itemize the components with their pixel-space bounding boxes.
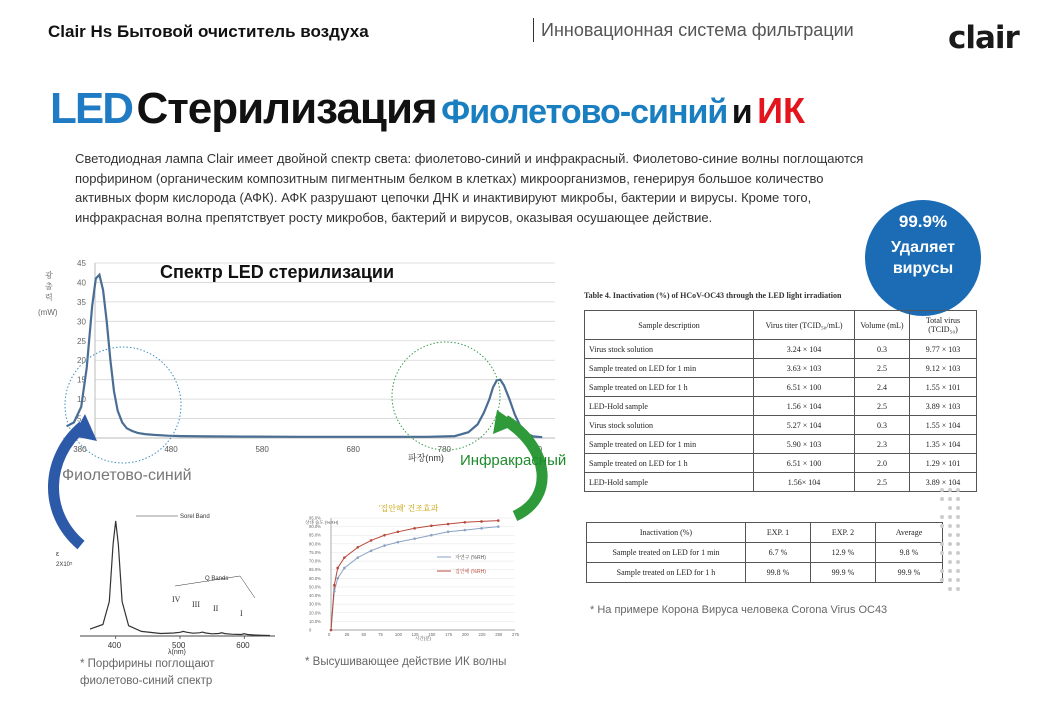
spectrum-ytick: 35 [77,297,86,307]
violet-label: Фиолетово-синий [62,467,192,484]
table1-cell: 1.55 × 104 [910,416,977,435]
decor-dot [956,524,960,528]
decor-dot [940,569,944,573]
spectrum-ytick: 10 [77,395,86,405]
badge-line2: вирусы [892,260,954,277]
inactivation-table [584,310,977,492]
table1-cell: 5.27 × 104 [754,416,855,435]
drying-ytick: 65.0% [309,567,321,573]
drying-point [413,537,416,540]
table2-row [587,563,943,583]
drying-point [480,520,483,523]
decor-dot [948,533,952,537]
decor-dot [940,542,944,546]
porph-band-IV: IV [172,595,181,604]
porph-qbands-label: Q Bands [205,576,229,582]
spectrum-xlabel: 파장(nm) [408,453,444,463]
spectrum-ylabel-1: 광 [45,271,53,280]
badge-line1: Удаляет [890,239,956,256]
spectrum-ytick: 45 [77,259,86,268]
decor-dot [940,488,944,492]
porph-xtick: 500 [172,641,186,650]
title-sterilization: Стерилизация [136,84,437,133]
table2-cell: 99.8 % [746,563,811,583]
table1-caption: Table 4. Inactivation (%) of HCoV-OC43 through the LED light irradiation [584,291,842,300]
drying-xtick: 25 [344,632,350,637]
table1-header-cell: Volume (mL) [855,311,910,340]
spectrum-chart [35,258,575,528]
decor-dot [956,551,960,555]
inactivation-summary-table [586,522,943,583]
drying-point [356,556,359,559]
drying-point [464,529,467,532]
drying-point [397,541,400,544]
table1-cell: 3.24 × 104 [754,340,855,359]
table1-cell: 2.0 [855,454,910,473]
table1-row [585,416,977,435]
table1-row [585,359,977,378]
drying-point [430,524,433,527]
drying-point [333,590,336,593]
table1-row [585,473,977,492]
table2-cell: 6.7 % [746,543,811,563]
table2-cell: Sample treated on LED for 1 h [587,563,746,583]
drying-point [330,629,333,632]
table1-cell: 2.5 [855,397,910,416]
header-subtitle: Инновационная система фильтрации [541,20,854,40]
drying-effect-chart [305,500,525,642]
drying-ytick: 20.0% [309,610,321,616]
table1-cell: 1.35 × 104 [910,435,977,454]
table1-cell: Virus stock solution [585,340,754,359]
decor-dot [940,551,944,555]
drying-point [397,530,400,533]
porphyrin-note-line1: * Порфирины поглощают [80,658,215,670]
table2-header-row [587,523,943,543]
drying-ytick: 90.0% [309,524,321,530]
table1-cell: Sample treated on LED for 1 h [585,378,754,397]
decor-dot [940,578,944,582]
drying-xtick: 225 [478,632,486,637]
drying-point [336,577,339,580]
table1-cell: 9.77 × 103 [910,340,977,359]
table2-header-cell: EXP. 1 [746,523,811,543]
decor-dot [948,569,952,573]
drying-xtick: 50 [361,632,367,637]
decor-dot [956,569,960,573]
decor-dot [956,533,960,537]
dot-pattern [940,488,970,598]
table2-cell: 9.8 % [876,543,943,563]
badge-percent: 99.9% [898,212,948,231]
title-and: и [731,93,753,131]
table1-cell: 2.5 [855,473,910,492]
table1-row [585,397,977,416]
decor-dot [940,497,944,501]
spectrum-ylabel-3: 력 [45,293,53,302]
table1-cell: 6.51 × 100 [754,378,855,397]
decor-dot [948,542,952,546]
drying-point [370,539,373,542]
header-separator [533,18,534,42]
table2-cell: 99.9 % [876,563,943,583]
drying-xlabel: 시간(분) [415,636,432,641]
drying-point [370,549,373,552]
drying-point [356,546,359,549]
porphyrin-note-line2: фиолетово-синий спектр [80,675,213,687]
table1-cell: LED-Hold sample [585,397,754,416]
decor-dot [956,542,960,546]
drying-point [343,567,346,570]
table1-row [585,435,977,454]
drying-ylabel: 상대 습도 (%RH) [305,520,339,525]
drying-ytick: 40.0% [309,593,321,599]
table2-row [587,543,943,563]
decor-dot [956,587,960,591]
porph-curve [90,521,270,636]
title-ik: ИК [757,90,805,131]
decor-dot [956,578,960,582]
porph-ytick: 2X10⁵ [56,562,73,568]
table1-cell: LED-Hold sample [585,473,754,492]
spectrum-ytick: 20 [77,356,86,366]
table1-row [585,454,977,473]
table1-cell: 2.4 [855,378,910,397]
drying-ytick: 80.0% [309,541,321,547]
porphyrin-note [80,656,215,690]
drying-point [480,527,483,530]
spectrum-title: Спектр LED стерилизации [160,262,395,282]
decor-dot [948,560,952,564]
porph-xtick: 400 [107,641,122,650]
drying-point [383,534,386,537]
drying-ytick: 95.0% [309,515,321,521]
drying-point [343,556,346,559]
decor-dot [940,524,944,528]
drying-ytick: 30.0% [309,601,321,607]
spectrum-yunit: (mW) [38,308,58,317]
decor-dot [956,488,960,492]
title-violet: Фиолетово-синий [441,93,728,131]
table2-cell: 99.9 % [811,563,876,583]
drying-xtick: 100 [394,632,402,637]
decor-dot [956,497,960,501]
table1-cell: Sample treated on LED for 1 h [585,454,754,473]
table2-cell: Sample treated on LED for 1 min [587,543,746,563]
drying-point [497,525,500,528]
table1-cell: 1.55 × 101 [910,378,977,397]
drying-title: '집안해' 건조효과 [379,504,439,513]
drying-xtick: 75 [378,632,383,637]
table1-cell: 0.3 [855,340,910,359]
spectrum-xtick: 680 [346,445,360,454]
drying-ytick: 60.0% [309,575,321,581]
spectrum-curve [67,275,543,438]
porph-xtick: 600 [236,641,250,650]
table1-cell: 9.12 × 103 [910,359,977,378]
porph-sorel-label: Sorel Band [180,514,210,520]
table1-cell: 5.90 × 103 [754,435,855,454]
spectrum-xtick: 880 [528,445,543,454]
violet-arrow [53,426,83,545]
porphyrin-absorption-chart [56,506,280,656]
spectrum-ytick: 40 [77,278,86,288]
drying-point [333,584,336,587]
decor-dot [948,497,952,501]
drying-point [497,519,500,522]
decor-dot [948,524,952,528]
table1-cell: 2.3 [855,435,910,454]
spectrum-ytick: 5 [77,414,82,424]
table1-header-cell: Total virus (TCID₅₀) [910,311,977,340]
ir-highlight-circle [392,342,500,450]
decor-dot [948,587,952,591]
drying-xtick: 200 [461,632,469,637]
drying-ytick: 0 [309,627,312,633]
drying-series-clair [331,521,498,630]
corona-note: * На примере Корона Вируса человека Corona Virus OC43 [590,604,888,616]
porph-qbands-line-b [240,576,255,598]
table1-cell: 3.89 × 103 [910,397,977,416]
drying-ytick: 75.0% [309,549,321,555]
table2-header-cell: EXP. 2 [811,523,876,543]
spectrum-ytick: 15 [77,375,86,385]
decor-dot [948,578,952,582]
table1-cell: 0.3 [855,416,910,435]
drying-point [464,521,467,524]
porph-band-III: III [192,600,200,609]
ir-drying-note: * Высушивающее действие ИК волны [305,656,507,668]
porph-xlabel: λ(nm) [168,649,186,656]
porph-band-II: II [213,604,219,613]
table1-cell: 1.56 × 104 [754,397,855,416]
drying-point [336,567,339,570]
clair-logo: clair [948,20,1019,56]
decor-dot [948,515,952,519]
drying-ytick: 50.0% [309,584,321,590]
title-led: LED [50,84,132,133]
drying-point [383,544,386,547]
drying-ytick: 10.0% [309,618,321,624]
decor-dot [948,488,952,492]
table2-cell: 12.9 % [811,543,876,563]
decor-dot [956,560,960,564]
table1-cell: Sample treated on LED for 1 min [585,435,754,454]
drying-xtick: 250 [495,632,503,637]
drying-legend-clair: 집안해 (%RH) [455,569,486,575]
table1-cell: 2.5 [855,359,910,378]
ir-label: Инфракрасный [460,452,567,469]
virus-removal-badge [865,200,981,316]
drying-ytick: 85.0% [309,532,321,538]
table1-cell: Virus stock solution [585,416,754,435]
spectrum-ytick: 30 [77,317,86,327]
drying-xtick: 175 [445,632,453,637]
spectrum-ytick: 25 [77,336,86,346]
porph-ylabel: ε [56,551,60,558]
table1-header-cell: Virus titer (TCID₅₀/mL) [754,311,855,340]
spectrum-xtick: 780 [437,445,452,454]
page-title [50,84,805,134]
drying-point [447,530,450,533]
table1-cell: 3.89 × 104 [910,473,977,492]
spectrum-xtick: 480 [164,445,178,454]
drying-point [430,534,433,537]
spectrum-xtick: 380 [73,445,87,454]
table1-cell: 1.56× 104 [754,473,855,492]
porph-band-I: I [240,609,243,618]
table1-header-row [585,311,977,340]
drying-xtick: 0 [328,632,331,637]
table1-row [585,378,977,397]
table1-cell: 1.29 × 101 [910,454,977,473]
drying-xtick: 150 [428,632,436,637]
drying-point [447,523,450,526]
table2-header-cell: Inactivation (%) [587,523,746,543]
drying-ytick: 70.0% [309,558,321,564]
spectrum-ylabel-2: 출 [45,282,53,291]
intro-paragraph: Светодиодная лампа Clair имеет двойной спектр света: фиолетово-синий и инфракрасный. Фиолетово-синие волны поглощаются порфирином (органическим композитным пигментным белком в клетках) микроорганизмов, генерируя большое количество активных форм кислорода (АФК). АФК разрушают цепочки ДНК и инактивируют микробы, бактерии и вирусы. Кроме того, инфракрасная волна препятствует росту микробов, бактерий и вирусов, оказывая осушающее действие. [75,151,864,225]
drying-point [413,527,416,530]
table1-cell: 6.51 × 100 [754,454,855,473]
decor-dot [956,515,960,519]
header-product-name: Clair Hs Бытовой очиститель воздуха [48,22,369,41]
table1-cell: Sample treated on LED for 1 min [585,359,754,378]
table1-header-cell: Sample description [585,311,754,340]
table2-header-cell: Average [876,523,943,543]
drying-legend-natural: 자연구 (%RH) [455,555,486,561]
drying-xtick: 125 [411,632,419,637]
decor-dot [948,506,952,510]
decor-dot [948,551,952,555]
table1-row [585,340,977,359]
table1-cell: 3.63 × 103 [754,359,855,378]
drying-xtick: 275 [512,632,519,637]
decor-dot [940,515,944,519]
decor-dot [956,506,960,510]
spectrum-xtick: 580 [255,445,269,454]
